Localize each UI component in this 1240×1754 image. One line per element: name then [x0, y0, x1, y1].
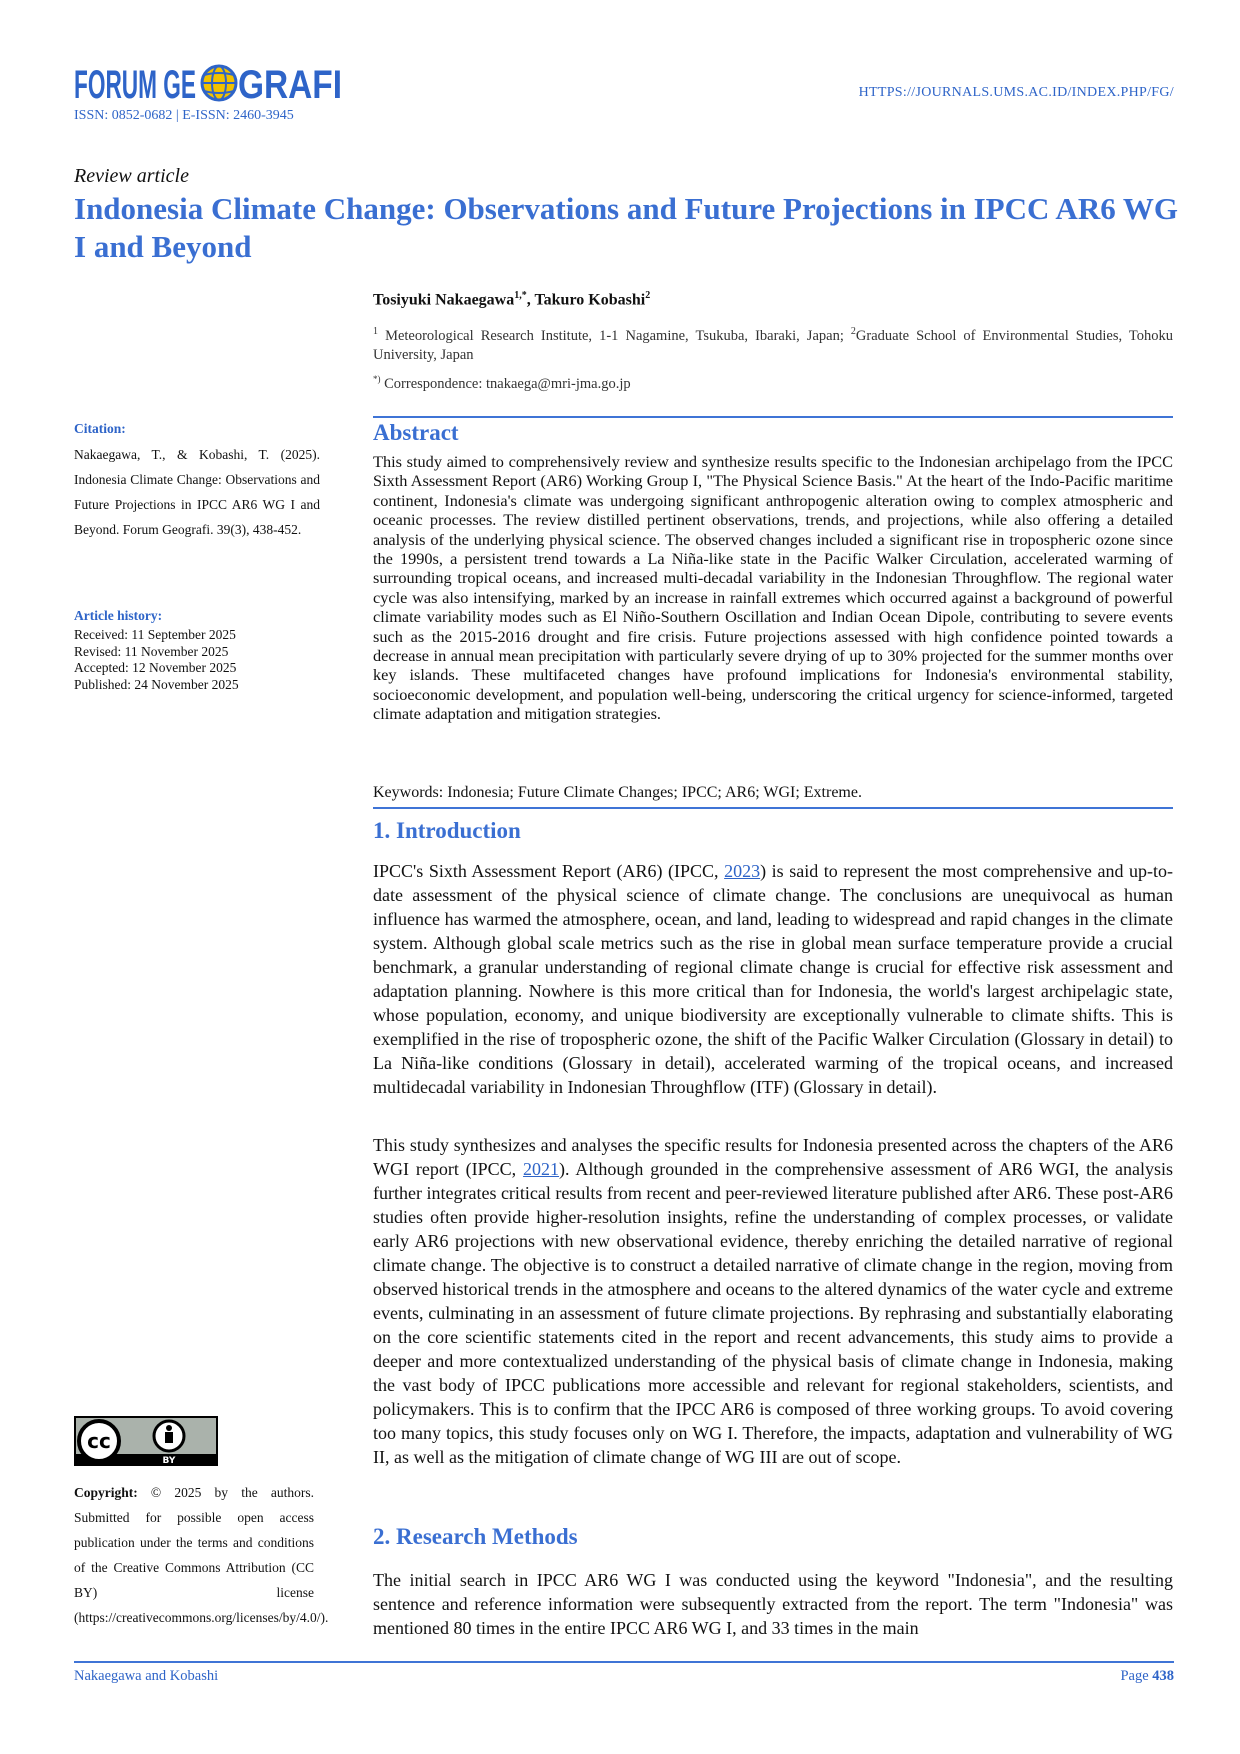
abstract-text: This study aimed to comprehensively review and synthesize results specific to the Indonesian archipelago from the IPCC Sixth Assessment Report (AR6) Working Group I, "The Physical Science Basis." At the heart of the Indo-Pacific maritime continent, Indonesia's climate was undergoing significant anthropogenic alteration owing to complex atmospheric and oceanic processes. The review distilled pertinent observations, trends, and projections, while also offering a detailed analysis of the underlying physical science. The observed changes included a significant rise in tropospheric ozone since the 1990s, a persistent trend towards a La Niña-like state in the Pacific Walker Circulation, accelerated warming of surrounding tropical oceans, and increased multi-decadal variability in the Indonesian Throughflow. The regional water cycle was also intensifying, marked by an increase in rainfall extremes which occurred against a background of powerful climate variability modes such as El Niño-Southern Oscillation and Indian Ocean Dipole, contributing to severe events such as the 2015-2016 drought and fire crisis. Future projections assessed with high confidence pointed towards a decrease in annual mean precipitation with particularly severe drying of up to 30% projected for the summer months over key islands. These multifaceted changes have profound implications for Indonesia's environmental stability, socioeconomic development, and population well-being, underscoring the critical urgency for science-informed, targeted climate adaptation and mitigation strategies. — [373, 452, 1173, 724]
history-list — [74, 627, 324, 693]
history-label: Article history: — [74, 608, 163, 623]
intro-p1-rest: ) is said to represent the most comprehensive and up-to-date assessment of the physical science of climate change. The conclusions are unequivocal as human influence has warmed the atmosphere, ocean, and land, leading to widespread and rapid changes in the climate system. Although global scale metrics such as the rise in global mean surface temperature provide a crucial benchmark, a granular understanding of regional climate change is crucial for effective risk assessment and adaptation planning. Nowhere is this more critical than for Indonesia, the world's largest archipelagic state, whose population, economy, and unique biodiversity are exceptionally vulnerable to climate shifts. This is exemplified in the rise of tropospheric ozone, the shift of the Pacific Walker Circulation (Glossary in detail) to La Niña-like conditions (Glossary in detail), accelerated warming of the tropical oceans, and increased multidecadal variability in Indonesian Throughflow (ITF) (Glossary in detail). — [373, 861, 1173, 1097]
copyright-label: Copyright: — [74, 1485, 138, 1500]
methods-heading: 2. Research Methods — [373, 1524, 578, 1549]
intro-paragraph-2 — [373, 1133, 1173, 1469]
affil-2-sup: 2 — [850, 326, 856, 337]
logo-text-left: FORUM GE — [74, 63, 196, 107]
history-received: Received: 11 September 2025 — [74, 627, 236, 642]
cc-by-badge[interactable] — [74, 1416, 218, 1466]
methods-paragraph: The initial search in IPCC AR6 WG I was conducted using the keyword "Indonesia", and the resulting sentence and reference information were subsequently extracted from the report. The term "Indonesia" was mentioned 80 times in the entire IPCC AR6 WG I, and 33 times in the main — [373, 1570, 1173, 1638]
keywords: Keywords: Indonesia; Future Climate Changes; IPCC; AR6; WGI; Extreme. — [373, 784, 862, 801]
introduction-heading: 1. Introduction — [373, 818, 521, 843]
attribution-person-icon — [154, 1421, 184, 1451]
correspondence — [373, 374, 1173, 393]
page-label: Page — [1120, 1668, 1153, 1684]
issn-line: ISSN: 0852-0682 | E-ISSN: 2460-3945 — [74, 108, 294, 123]
logo-text-right: GRAFI — [238, 63, 342, 107]
author-1: Tosiyuki Nakaegawa — [373, 291, 515, 309]
affil-1-sup: 1 — [373, 326, 378, 337]
page-number — [1120, 1668, 1174, 1685]
affil-2: Graduate School of Environmental Studies, Tohoku University, Japan — [373, 327, 1173, 363]
intro-p2-start: This study synthesizes and analyses the specific results for Indonesia presented across the chapters of the AR6 WGI report (IPCC, — [373, 1135, 1173, 1179]
copyright-notice — [74, 1480, 329, 1630]
by-label: BY — [162, 1456, 176, 1466]
citation-label: Citation: — [74, 421, 126, 436]
history-published: Published: 24 November 2025 — [74, 676, 239, 692]
copyright-text: © 2025 by the authors. Submitted for possible open access publication under the terms and conditions of the Creative Commons Attribution (CC BY) license (https://creativecommons.org/licenses/by/4.0/). — [74, 1485, 329, 1625]
author-2-sup: 2 — [645, 290, 651, 301]
abstract-heading: Abstract — [373, 420, 459, 445]
corresp-sup: *) — [373, 374, 381, 384]
author-line — [373, 290, 1173, 309]
journal-url-link[interactable]: HTTPS://JOURNALS.UMS.AC.ID/INDEX.PHP/FG/ — [858, 85, 1174, 100]
page-number-value: 438 — [1152, 1668, 1174, 1684]
citation-link-2021[interactable]: 2021 — [523, 1159, 560, 1179]
affiliations — [373, 322, 1173, 365]
author-separator: , — [526, 291, 535, 309]
article-title: Indonesia Climate Change: Observations and Future Projections in IPCC AR6 WG I and Beyond — [74, 191, 1179, 264]
cc-text: cc — [87, 1429, 111, 1453]
article-type: Review article — [74, 165, 189, 187]
author-1-sup: 1,* — [514, 290, 527, 301]
intro-paragraph-1 — [373, 859, 1173, 1099]
intro-p2-rest: ). Although grounded in the comprehensive assessment of AR6 WGI, the analysis further integrates critical results from recent and peer-reviewed literature published after AR6. These post-AR6 studies often provide higher-resolution insights, refine the understanding of complex processes, or validate early AR6 projections with new observational evidence, thereby enriching the detailed narrative of regional climate change. The objective is to construct a detailed narrative of climate change in the region, moving from observed historical trends in the atmosphere and oceans to the altered dynamics of the water cycle and extreme events, culminating in an assessment of future climate projections. By rephrasing and substantially elaborating on the core scientific statements cited in the report and recent advancements, this study aims to provide a deeper and more contextualized understanding of the physical basis of climate change in Indonesia, making the vast body of IPCC publications more accessible and relevant for regional stakeholders, scientists, and policymakers. This is to confirm that the IPCC AR6 is composed of three working groups. To avoid covering too many topics, this study focuses only on WG I. Therefore, the impacts, adaptation and vulnerability of WG II, as well as the mitigation of climate change of WG III are out of scope. — [373, 1159, 1174, 1467]
cc-icon — [79, 1421, 119, 1461]
journal-logo[interactable] — [74, 58, 344, 108]
history-revised: Revised: 11 November 2025 — [74, 643, 229, 659]
footer-authors: Nakaegawa and Kobashi — [74, 1668, 219, 1684]
divider-top — [373, 416, 1173, 418]
intro-p1-start: IPCC's Sixth Assessment Report (AR6) (IPCC, — [373, 861, 725, 881]
citation-link-2023[interactable]: 2023 — [724, 861, 761, 881]
globe-icon — [202, 66, 236, 100]
correspondence-text[interactable]: Correspondence: tnakaega@mri-jma.go.jp — [384, 375, 631, 392]
author-2: Takuro Kobashi — [534, 291, 646, 309]
affil-1: Meteorological Research Institute, 1-1 Nagamine, Tsukuba, Ibaraki, Japan; — [385, 327, 851, 344]
footer-divider — [74, 1661, 1174, 1663]
divider-mid — [373, 807, 1173, 809]
citation-text: Nakaegawa, T., & Kobashi, T. (2025). Indonesia Climate Change: Observations and Future Projections in IPCC AR6 WG I and Beyond. Forum Geografi. 39(3), 438-452. — [74, 447, 320, 537]
history-accepted: Accepted: 12 November 2025 — [74, 660, 237, 675]
